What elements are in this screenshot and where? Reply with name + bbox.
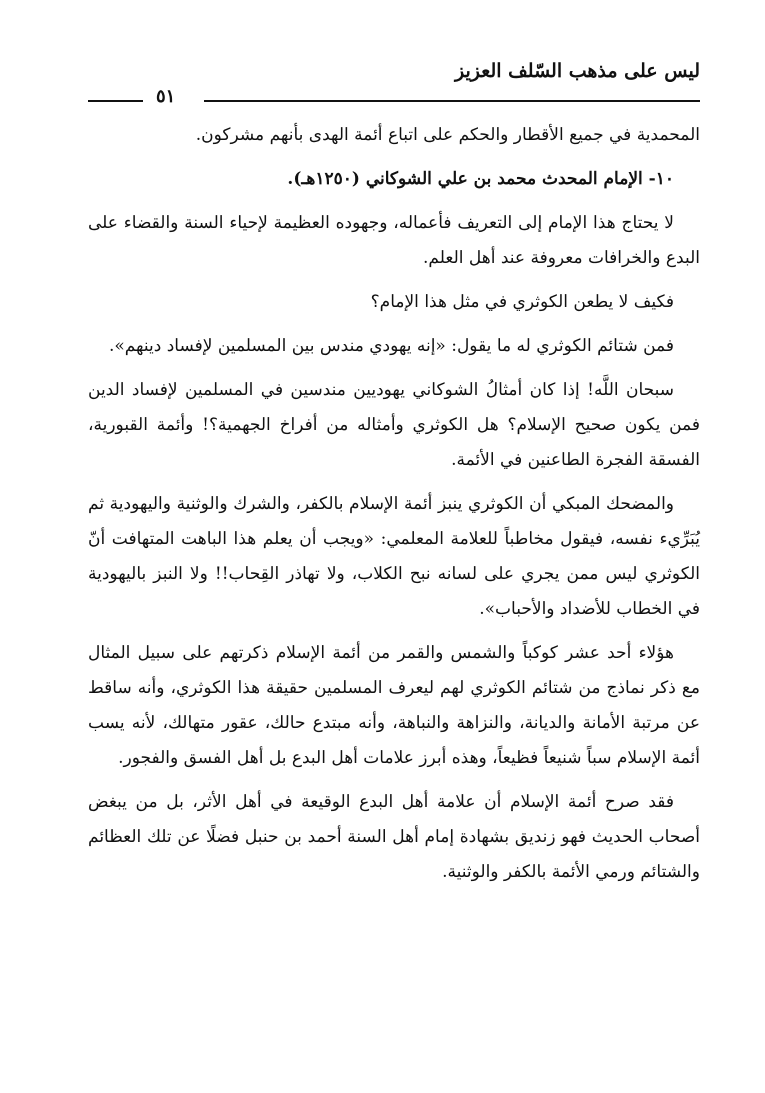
page-number: ٥١	[156, 86, 176, 107]
running-title: ليس على مذهب السّلف العزيز	[455, 60, 700, 82]
paragraph: فقد صرح أئمة الإسلام أن علامة أهل البدع الوقيعة في أهل الأثر، بل من يبغض أصحاب الحديث فهو زنديق بشهادة إمام أهل السنة أحمد بن حنبل فضلًا عن تلك العظائم والشتائم ورمي الأئمة بالكفر والوثنية.	[88, 792, 700, 882]
page-header	[88, 58, 700, 108]
paragraph: سبحان اللَّه! إذا كان أمثالُ الشوكاني يهوديين مندسين في المسلمين لإفساد الدين فمن يكون صحيح الإسلام؟ هل الكوثري وأمثاله من أفراخ الجهمية؟! وأئمة القبورية، الفسقة الفجرة الطاعنين في الأئمة.	[88, 380, 700, 470]
section-heading: ١٠- الإمام المحدث محمد بن علي الشوكاني (١٢٥٠هـ).	[287, 169, 674, 189]
paragraph: فكيف لا يطعن الكوثري في مثل هذا الإمام؟	[370, 292, 674, 312]
paragraph: فمن شتائم الكوثري له ما يقول: «إنه يهودي مندس بين المسلمين لإفساد دينهم».	[108, 336, 674, 356]
header-rule-left	[88, 100, 143, 102]
header-rule-right	[204, 100, 700, 102]
page-body	[88, 118, 700, 899]
paragraph: هؤلاء أحد عشر كوكباً والشمس والقمر من أئمة الإسلام ذكرتهم على سبيل المثال مع ذكر نماذج من شتائم الكوثري لهم ليعرف المسلمين حقيقة هذا الكوثري، وأنه ساقط عن مرتبة الأمانة والديانة، والنزاهة والنباهة، وأنه مبتدع حالك، عقور متهالك، لأنه يسب أئمة الإسلام سباً شنيعاً فظيعاً، وهذه أبرز علامات أهل البدع بل أهل الفسق والفجور.	[88, 643, 700, 768]
paragraph-continuation: المحمدية في جميع الأقطار والحكم على اتباع أئمة الهدى بأنهم مشركون.	[195, 125, 700, 145]
paragraph: لا يحتاج هذا الإمام إلى التعريف فأعماله، وجهوده العظيمة لإحياء السنة والقضاء على البدع والخرافات معروفة عند أهل العلم.	[88, 213, 700, 268]
paragraph: والمضحك المبكي أن الكوثري ينبز أئمة الإسلام بالكفر، والشرك والوثنية واليهودية ثم يُبَرِّيء نفسه، فيقول مخاطباً للعلامة المعلمي: «ويجب أن يعلم هذا الباهت المتهافت أنّ الكوثري ليس ممن يجري على لسانه نبح الكلاب، ولا تهاذر القِحاب!! ولا النبز باليهودية في الخطاب للأضداد والأحباب».	[88, 494, 700, 619]
